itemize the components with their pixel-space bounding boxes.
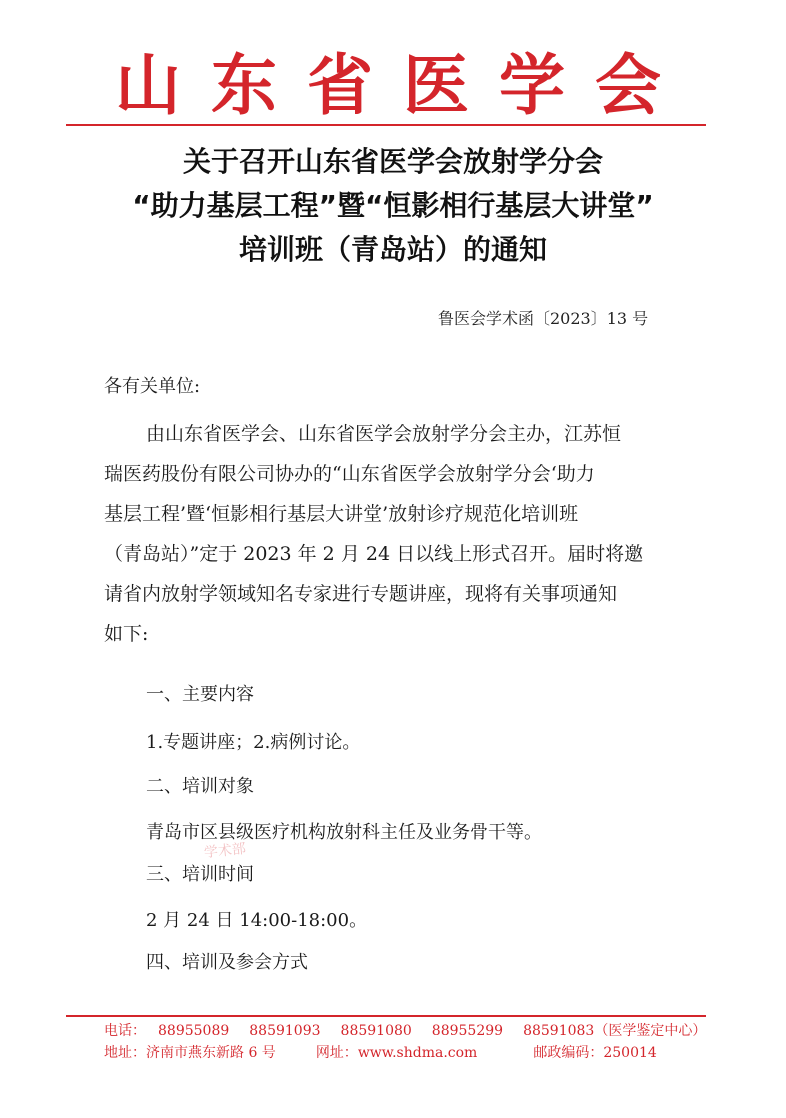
section-heading-audience: 二、培训对象 xyxy=(146,776,254,797)
phone-number: 88955299 xyxy=(431,1023,504,1039)
phone-number: 88591093 xyxy=(249,1023,321,1039)
body-line: 如下: xyxy=(104,623,149,645)
phone-label: 电话： xyxy=(104,1023,146,1039)
section-heading-time: 三、培训时间 xyxy=(146,864,254,885)
address-label: 地址： xyxy=(104,1045,146,1061)
phone-number: 88591083（医学鉴定中心） xyxy=(523,1023,707,1039)
phone-number: 88955089 xyxy=(158,1023,230,1039)
section-heading-content: 一、主要内容 xyxy=(146,684,254,705)
postcode-label: 邮政编码： xyxy=(533,1045,604,1061)
section-text-audience: 青岛市区县级医疗机构放射科主任及业务骨干等。 xyxy=(146,822,542,843)
phone-number: 88591080 xyxy=(340,1023,412,1039)
salutation: 各有关单位: xyxy=(104,376,201,397)
body-line: 请省内放射学领域知名专家进行专题讲座，现将有关事项通知 xyxy=(104,583,618,605)
footer-address xyxy=(104,1042,657,1062)
postcode-value: 250014 xyxy=(603,1045,657,1061)
section-text-content: 1.专题讲座；2.病例讨论。 xyxy=(146,732,361,753)
title-line-1: 关于召开山东省医学会放射学分会 xyxy=(182,145,603,178)
body-paragraph xyxy=(104,414,690,654)
footer-phones xyxy=(104,1020,706,1040)
body-line: （青岛站）”定于 2023 年 2 月 24 日以线上形式召开。届时将邀 xyxy=(104,543,644,565)
section-heading-method: 四、培训及参会方式 xyxy=(146,952,308,973)
body-line: 由山东省医学会、山东省医学会放射学分会主办，江苏恒 xyxy=(146,423,622,445)
masthead-title: 山东省医学会 xyxy=(115,46,691,124)
body-line: 基层工程’暨‘恒影相行基层大讲堂’放射诊疗规范化培训班 xyxy=(104,503,579,525)
footer-divider xyxy=(66,1015,706,1017)
document-number: 鲁医会学术函〔2023〕13 号 xyxy=(438,309,649,328)
document-title xyxy=(0,140,786,272)
title-line-3: 培训班（青岛站）的通知 xyxy=(238,233,547,266)
faint-stamp-mark: 学术部 xyxy=(203,840,247,862)
website-label: 网址： xyxy=(315,1045,358,1061)
section-text-time: 2 月 24 日 14:00-18:00。 xyxy=(146,910,368,931)
website-value[interactable]: www.shdma.com xyxy=(357,1045,478,1061)
masthead-divider xyxy=(66,124,706,126)
address-value: 济南市燕东新路 6 号 xyxy=(146,1045,276,1061)
title-line-2: “助力基层工程”暨“恒影相行基层大讲堂” xyxy=(132,189,654,222)
body-line: 瑞医药股份有限公司协办的“山东省医学会放射学分会‘助力 xyxy=(104,463,595,485)
